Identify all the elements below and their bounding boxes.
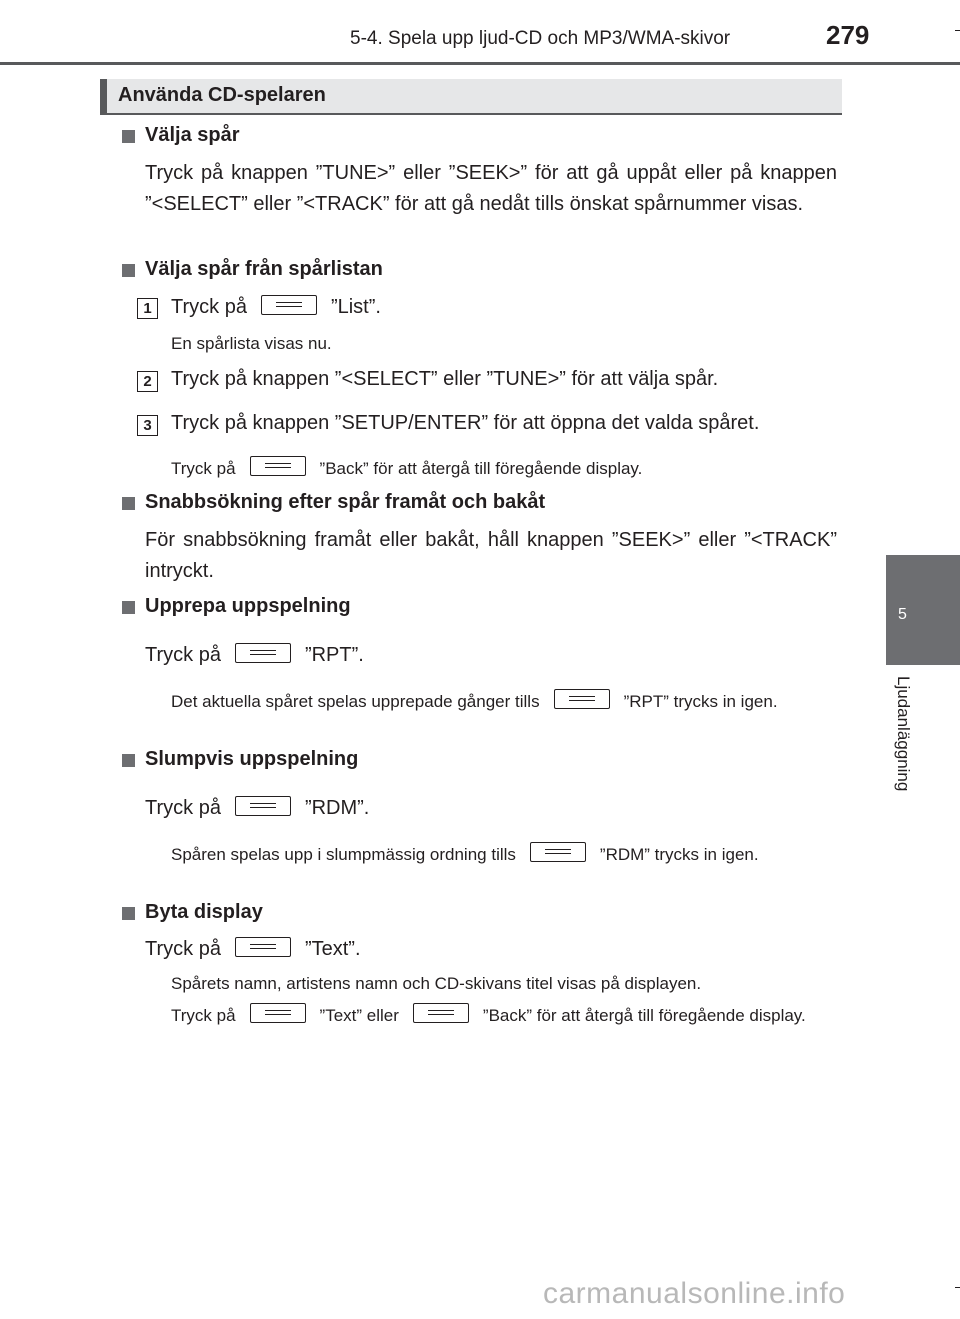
watermark: carmanualsonline.info xyxy=(543,1277,846,1310)
step-number-2: 2 xyxy=(137,371,158,392)
bullet-square-icon xyxy=(122,130,135,143)
running-header: 5-4. Spela upp ljud-CD och MP3/WMA-skivor xyxy=(350,28,731,49)
bullet-square-icon xyxy=(122,601,135,614)
chapter-number: 5 xyxy=(898,606,907,623)
note-display-back: Tryck på ”Text” eller ”Back” för att återgå till föregående display. xyxy=(171,1003,837,1029)
list-button-icon xyxy=(261,295,317,315)
page-number: 279 xyxy=(826,20,870,50)
crop-mark xyxy=(955,1287,960,1288)
note-slumpvis: Spåren spelas upp i slumpmässig ordning tills ”RDM” trycks in igen. xyxy=(171,842,837,868)
bullet-square-icon xyxy=(122,264,135,277)
step-number-3: 3 xyxy=(137,415,158,436)
step-3-text: Tryck på knappen ”SETUP/ENTER” för att öppna det valda spåret. xyxy=(171,412,760,434)
crop-mark xyxy=(955,30,960,31)
section-title: Använda CD-spelaren xyxy=(118,84,326,106)
step-1-text: Tryck på ”List”. xyxy=(171,296,381,318)
text-button-icon xyxy=(235,937,291,957)
note-display-info: Spårets namn, artistens namn och CD-skivans titel visas på displayen. xyxy=(171,974,702,993)
bullet-square-icon xyxy=(122,497,135,510)
rdm-button-icon xyxy=(530,842,586,862)
step-2-text: Tryck på knappen ”<SELECT” eller ”TUNE>” för att välja spår. xyxy=(171,368,719,390)
rpt-button-icon xyxy=(235,643,291,663)
step-number-1: 1 xyxy=(137,298,158,319)
section-title-rule xyxy=(100,113,842,115)
back-button-icon xyxy=(413,1003,469,1023)
heading-slumpvis: Slumpvis uppspelning xyxy=(145,748,359,770)
rdm-button-icon xyxy=(235,796,291,816)
paragraph-valja-spar: Tryck på knappen ”TUNE>” eller ”SEEK>” för att gå uppåt eller på knappen ”<SELECT” eller ”<TRACK” för att gå nedåt tills önskat spårnummer visas. xyxy=(145,162,837,215)
note-upprepa: Det aktuella spåret spelas upprepade gånger tills ”RPT” trycks in igen. xyxy=(171,689,837,715)
step-1-note: En spårlista visas nu. xyxy=(171,334,332,353)
text-button-icon xyxy=(250,1003,306,1023)
header-rule xyxy=(0,62,960,65)
rpt-button-icon xyxy=(554,689,610,709)
heading-snabbsokning: Snabbsökning efter spår framåt och bakåt xyxy=(145,491,546,513)
bullet-square-icon xyxy=(122,754,135,767)
heading-byta-display: Byta display xyxy=(145,901,263,923)
paragraph-byta-display: Tryck på ”Text”. xyxy=(145,938,361,960)
chapter-label: Ljudanläggning xyxy=(894,676,913,792)
paragraph-snabbsokning: För snabbsökning framåt eller bakåt, håll knappen ”SEEK>” eller ”<TRACK” intryckt. xyxy=(145,529,837,582)
section-title-accent xyxy=(100,79,107,113)
heading-spar-fran-sparlistan: Välja spår från spårlistan xyxy=(145,258,383,280)
bullet-square-icon xyxy=(122,907,135,920)
heading-upprepa: Upprepa uppspelning xyxy=(145,595,351,617)
back-note: Tryck på ”Back” för att återgå till föregående display. xyxy=(171,456,837,482)
back-button-icon xyxy=(250,456,306,476)
paragraph-slumpvis: Tryck på ”RDM”. xyxy=(145,797,370,819)
paragraph-upprepa: Tryck på ”RPT”. xyxy=(145,644,364,666)
heading-valja-spar: Välja spår xyxy=(145,124,240,146)
